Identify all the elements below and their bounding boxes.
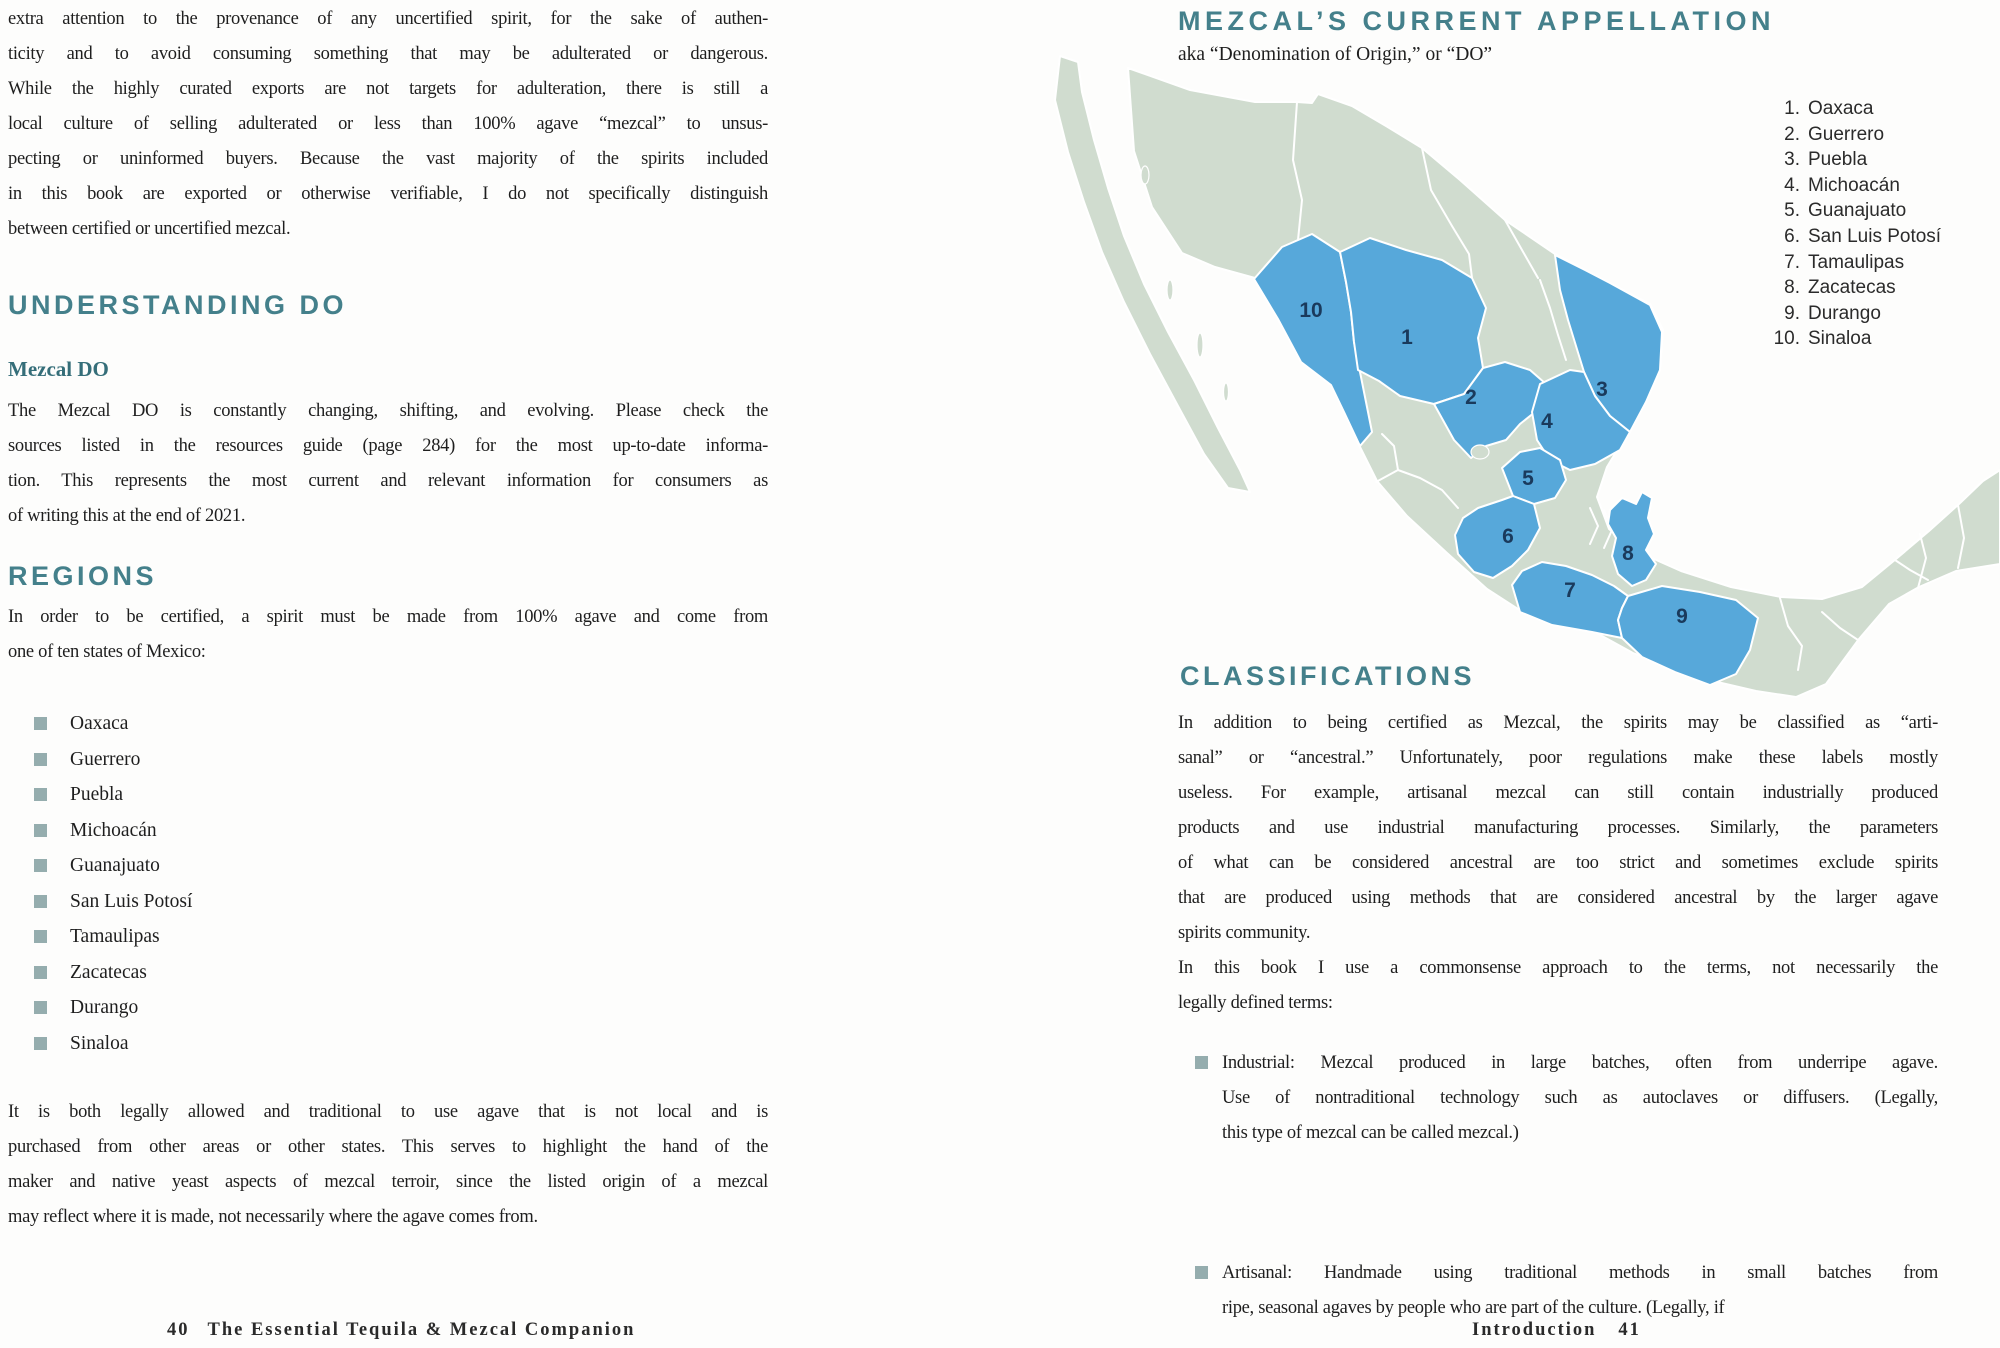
map-region-number: 5 bbox=[1522, 467, 1534, 490]
right-page-footer bbox=[1472, 1320, 1641, 1341]
list-item bbox=[8, 848, 192, 884]
text-line: of what can be considered ancestral are too strict and sometimes exclude spirits bbox=[1178, 853, 1938, 873]
map-island bbox=[1141, 166, 1149, 184]
legend-state-name: Oaxaca bbox=[1808, 98, 1874, 119]
text-line: in this book are exported or otherwise verifiable, I do not specifically distinguish bbox=[8, 184, 768, 204]
mezcal-do-paragraph bbox=[8, 394, 768, 534]
intro-paragraph bbox=[8, 2, 768, 247]
legend-number: 6. bbox=[1784, 225, 1800, 247]
text-line: sanal” or “ancestral.” Unfortunately, poor regulations make these labels mostly bbox=[1178, 748, 1938, 768]
text-line: may reflect where it is made, not necessarily where the agave comes from. bbox=[8, 1207, 538, 1227]
appellation-title: MEZCAL’S CURRENT APPELLATION bbox=[1178, 6, 1775, 36]
list-item bbox=[8, 742, 192, 778]
legend-number: 9. bbox=[1784, 302, 1800, 324]
map-legend-item bbox=[1762, 301, 1941, 327]
industrial-bullet bbox=[1178, 1046, 1982, 1151]
legend-number: 1. bbox=[1784, 98, 1800, 119]
legend-number: 7. bbox=[1784, 251, 1800, 273]
map-region-number: 3 bbox=[1596, 378, 1608, 401]
state-name: Durango bbox=[70, 997, 139, 1018]
map-region-number: 2 bbox=[1465, 386, 1477, 409]
state-name: Oaxaca bbox=[70, 713, 129, 734]
square-bullet-icon bbox=[34, 930, 47, 943]
map-legend-item bbox=[1762, 122, 1941, 148]
list-item bbox=[8, 955, 192, 991]
text-line: this type of mezcal can be called mezcal.) bbox=[1222, 1123, 1519, 1143]
map-island bbox=[1167, 280, 1173, 300]
state-name: Tamaulipas bbox=[70, 926, 160, 947]
map-region-number: 9 bbox=[1676, 605, 1688, 628]
text-line: While the highly curated exports are not targets for adulteration, there is still a bbox=[8, 79, 768, 99]
square-bullet-icon bbox=[34, 1001, 47, 1014]
state-name: Sinaloa bbox=[70, 1032, 129, 1054]
legend-number: 5. bbox=[1784, 200, 1800, 222]
text-line: In order to be certified, a spirit must be made from 100% agave and come from bbox=[8, 607, 768, 627]
text-line: extra attention to the provenance of any uncertified spirit, for the sake of authen- bbox=[8, 9, 768, 29]
map-region-9 bbox=[1618, 586, 1758, 685]
legend-state-name: Puebla bbox=[1808, 149, 1868, 171]
square-bullet-icon bbox=[34, 788, 47, 801]
map-legend-item bbox=[1762, 198, 1941, 224]
text-line: In addition to being certified as Mezcal, the spirits may be classified as “arti- bbox=[1178, 713, 1938, 733]
map-region-number: 7 bbox=[1564, 579, 1576, 602]
states-bullet-list bbox=[8, 706, 192, 1061]
map-legend-item bbox=[1762, 173, 1941, 199]
legend-number: 3. bbox=[1784, 149, 1800, 171]
state-name: Guanajuato bbox=[70, 855, 160, 876]
state-name: Puebla bbox=[70, 784, 124, 805]
text-line: Industrial: Mezcal produced in large batches, often from underripe agave. bbox=[1222, 1053, 1938, 1073]
map-island bbox=[1197, 333, 1203, 357]
square-bullet-icon bbox=[34, 753, 47, 766]
map-legend-item bbox=[1762, 250, 1941, 276]
page-number: 40 bbox=[167, 1320, 190, 1340]
list-item bbox=[8, 777, 192, 813]
text-line: useless. For example, artisanal mezcal can still contain industrially produced bbox=[1178, 783, 1938, 803]
appellation-subtitle: aka “Denomination of Origin,” or “DO” bbox=[1178, 44, 1493, 65]
state-name: San Luis Potosí bbox=[70, 890, 193, 912]
square-bullet-icon bbox=[1195, 1266, 1208, 1279]
text-line: ticity and to avoid consuming something that may be adulterated or dangerous. bbox=[8, 44, 768, 64]
list-item bbox=[8, 884, 192, 920]
list-item bbox=[8, 813, 192, 849]
map-region-number: 10 bbox=[1299, 299, 1323, 322]
square-bullet-icon bbox=[34, 966, 47, 979]
understanding-do-heading: UNDERSTANDING DO bbox=[8, 290, 347, 320]
map-region-number: 6 bbox=[1502, 525, 1514, 548]
text-line: maker and native yeast aspects of mezcal terroir, since the listed origin of a mezcal bbox=[8, 1172, 768, 1192]
section-name: Introduction bbox=[1472, 1320, 1597, 1340]
text-line: one of ten states of Mexico: bbox=[8, 642, 206, 662]
text-line: It is both legally allowed and traditional to use agave that is not local and is bbox=[8, 1102, 768, 1122]
square-bullet-icon bbox=[1195, 1056, 1208, 1069]
square-bullet-icon bbox=[34, 824, 47, 837]
map-legend-item bbox=[1762, 326, 1941, 352]
map-region-number: 8 bbox=[1622, 542, 1634, 565]
text-line: Use of nontraditional technology such as autoclaves or diffusers. (Legally, bbox=[1222, 1088, 1938, 1108]
list-item bbox=[8, 706, 192, 742]
square-bullet-icon bbox=[34, 895, 47, 908]
left-page-footer bbox=[167, 1320, 635, 1341]
text-line: ripe, seasonal agaves by people who are part of the culture. (Legally, if bbox=[1222, 1298, 1725, 1318]
map-legend-item bbox=[1762, 96, 1941, 122]
text-line: tion. This represents the most current and relevant information for consumers as bbox=[8, 471, 768, 491]
right-page bbox=[1000, 0, 2000, 1348]
map-region-number: 4 bbox=[1541, 410, 1553, 433]
square-bullet-icon bbox=[34, 859, 47, 872]
map-legend-item bbox=[1762, 147, 1941, 173]
legend-state-name: Zacatecas bbox=[1808, 277, 1896, 299]
text-line: The Mezcal DO is constantly changing, shifting, and evolving. Please check the bbox=[8, 401, 768, 421]
map-legend bbox=[1762, 96, 1941, 352]
map-island bbox=[1224, 383, 1229, 401]
text-line: In this book I use a commonsense approach to the terms, not necessarily the bbox=[1178, 958, 1938, 978]
text-line: of writing this at the end of 2021. bbox=[8, 506, 246, 526]
legend-number: 8. bbox=[1784, 277, 1800, 299]
legend-number: 2. bbox=[1784, 123, 1800, 145]
closing-paragraph bbox=[8, 1095, 768, 1235]
map-state-aguascalientes bbox=[1471, 445, 1489, 459]
text-line: spirits community. bbox=[1178, 923, 1311, 943]
text-line: between certified or uncertified mezcal. bbox=[8, 219, 291, 239]
classifications-paragraph bbox=[1178, 706, 1938, 951]
legend-state-name: Durango bbox=[1808, 302, 1881, 324]
square-bullet-icon bbox=[34, 1037, 47, 1050]
legend-state-name: Michoacán bbox=[1808, 174, 1900, 196]
text-line: Artisanal: Handmade using traditional methods in small batches from bbox=[1222, 1263, 1938, 1283]
map-legend-item bbox=[1762, 275, 1941, 301]
legend-state-name: Guerrero bbox=[1808, 123, 1885, 145]
text-line: that are produced using methods that are considered ancestral by the larger agave bbox=[1178, 888, 1938, 908]
state-name: Zacatecas bbox=[70, 961, 147, 983]
text-line: pecting or uninformed buyers. Because the vast majority of the spirits included bbox=[8, 149, 768, 169]
list-item bbox=[8, 990, 192, 1026]
page-number: 41 bbox=[1618, 1320, 1641, 1340]
mezcal-do-subheading: Mezcal DO bbox=[8, 357, 109, 381]
square-bullet-icon bbox=[34, 717, 47, 730]
legend-state-name: Guanajuato bbox=[1808, 200, 1907, 222]
list-item bbox=[8, 919, 192, 955]
map-legend-item bbox=[1762, 224, 1941, 250]
map-region-number: 1 bbox=[1401, 326, 1413, 349]
list-item bbox=[8, 1026, 192, 1062]
text-line: sources listed in the resources guide (page 284) for the most up-to-date informa- bbox=[8, 436, 768, 456]
text-line: purchased from other areas or other states. This serves to highlight the hand of the bbox=[8, 1137, 768, 1157]
text-line: legally defined terms: bbox=[1178, 993, 1333, 1013]
legend-state-name: Tamaulipas bbox=[1808, 251, 1905, 273]
legend-number: 10. bbox=[1773, 328, 1800, 350]
legend-number: 4. bbox=[1784, 174, 1800, 196]
artisanal-bullet bbox=[1178, 1256, 1982, 1326]
book-title: The Essential Tequila & Mezcal Companion bbox=[207, 1320, 636, 1340]
legend-state-name: Sinaloa bbox=[1808, 328, 1872, 350]
approach-paragraph bbox=[1178, 951, 1938, 1021]
state-name: Michoacán bbox=[70, 819, 157, 841]
regions-intro-paragraph bbox=[8, 600, 768, 670]
text-line: products and use industrial manufacturing processes. Similarly, the parameters bbox=[1178, 818, 1938, 838]
legend-state-name: San Luis Potosí bbox=[1808, 225, 1942, 247]
regions-heading: REGIONS bbox=[8, 561, 158, 591]
classifications-heading: CLASSIFICATIONS bbox=[1180, 661, 1475, 691]
text-line: local culture of selling adulterated or less than 100% agave “mezcal” to unsus- bbox=[8, 114, 768, 134]
state-name: Guerrero bbox=[70, 748, 141, 770]
